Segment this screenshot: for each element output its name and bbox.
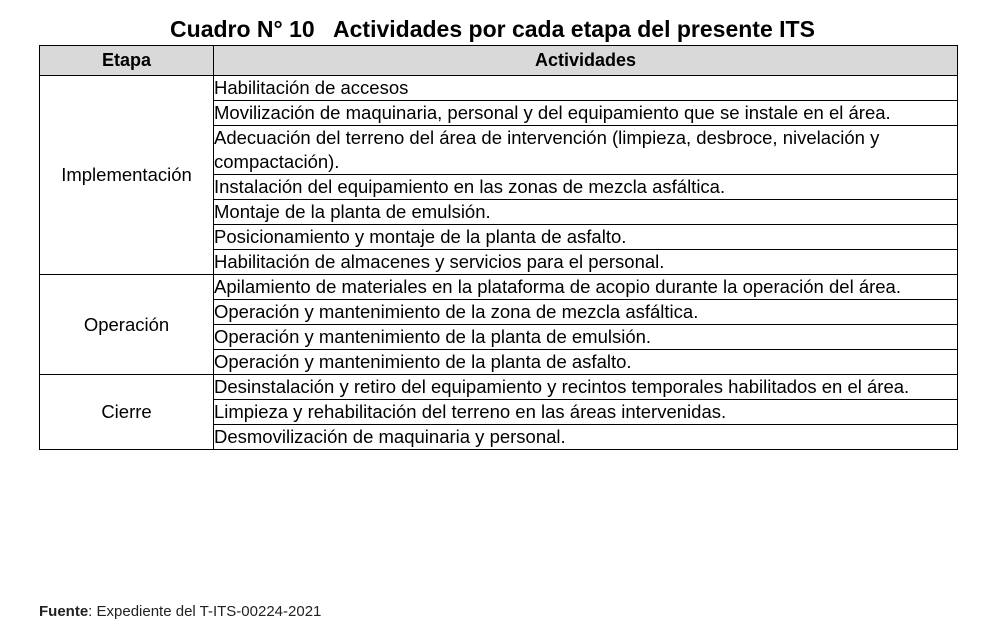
source-label: Fuente (39, 603, 89, 620)
stage-cell-operacion: Operación (40, 275, 214, 375)
stage-cell-cierre: Cierre (40, 375, 214, 450)
header-actividades: Actividades (214, 46, 958, 76)
activity-cell: Adecuación del terreno del área de intervención (limpieza, desbroce, nivelación y compactación). (214, 126, 958, 175)
table-row (40, 76, 958, 101)
stage-cell-implementacion: Implementación (40, 76, 214, 275)
activity-cell: Desmovilización de maquinaria y personal. (214, 425, 958, 450)
activities-table (39, 45, 958, 450)
header-etapa: Etapa (40, 46, 214, 76)
activity-cell: Operación y mantenimiento de la zona de mezcla asfáltica. (214, 300, 958, 325)
activity-cell: Habilitación de almacenes y servicios para el personal. (214, 250, 958, 275)
activity-cell: Habilitación de accesos (214, 76, 958, 101)
table-header-row (40, 46, 958, 76)
activity-cell: Operación y mantenimiento de la planta de emulsión. (214, 325, 958, 350)
source-note (39, 603, 321, 620)
table-title: Cuadro N° 10 Actividades por cada etapa del presente ITS (170, 16, 815, 42)
activity-cell: Desinstalación y retiro del equipamiento y recintos temporales habilitados en el área. (214, 375, 958, 400)
activity-cell: Apilamiento de materiales en la plataforma de acopio durante la operación del área. (214, 275, 958, 300)
activity-cell: Movilización de maquinaria, personal y del equipamiento que se instale en el área. (214, 101, 958, 126)
activity-cell: Montaje de la planta de emulsión. (214, 200, 958, 225)
activity-cell: Operación y mantenimiento de la planta de asfalto. (214, 350, 958, 375)
table-row (40, 375, 958, 400)
activity-cell: Limpieza y rehabilitación del terreno en las áreas intervenidas. (214, 400, 958, 425)
table-row (40, 275, 958, 300)
activity-cell: Instalación del equipamiento en las zonas de mezcla asfáltica. (214, 175, 958, 200)
source-text: : Expediente del T-ITS-00224-2021 (88, 603, 322, 620)
activity-cell: Posicionamiento y montaje de la planta de asfalto. (214, 225, 958, 250)
